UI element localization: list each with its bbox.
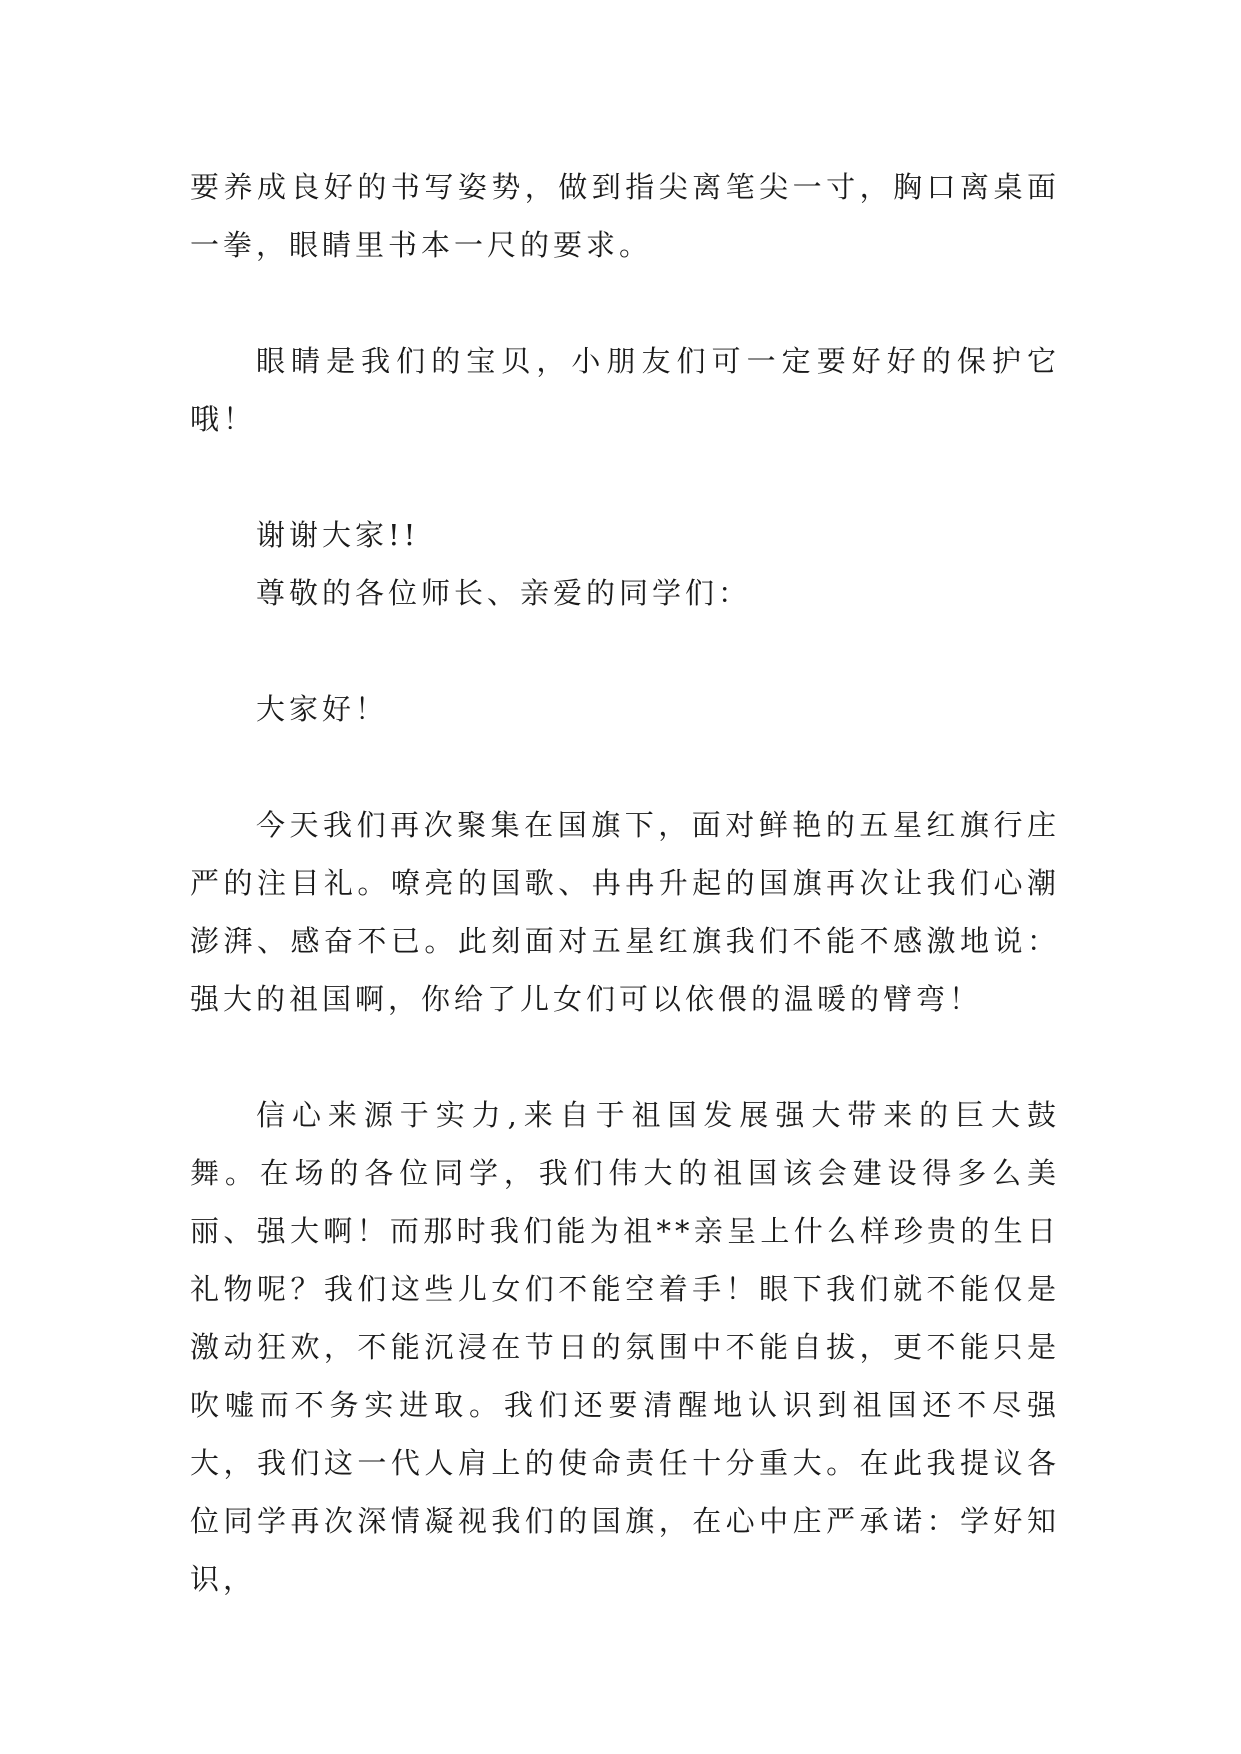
paragraph-confidence: 信心来源于实力,来自于祖国发展强大带来的巨大鼓舞。在场的各位同学，我们伟大的祖国该会建设得多么美丽、强大啊！而那时我们能为祖**亲呈上什么样珍贵的生日礼物呢？我们这些儿女们不能空着手！眼下我们就不能仅是激动狂欢，不能沉浸在节日的氛围中不能自拔，更不能只是吹嘘而不务实进取。我们还要清醒地认识到祖国还不尽强大，我们这一代人肩上的使命责任十分重大。在此我提议各位同学再次深情凝视我们的国旗，在心中庄严承诺：学好知识， [190, 1098, 1060, 1596]
paragraph-writing-posture: 要养成良好的书写姿势，做到指尖离笔尖一寸，胸口离桌面一拳，眼睛里书本一尺的要求。 [190, 170, 1060, 262]
paragraph-protect-eyes: 眼睛是我们的宝贝，小朋友们可一定要好好的保护它哦！ [190, 344, 1060, 436]
paragraph-greeting: 大家好！ [256, 692, 389, 726]
paragraph-flag-ceremony: 今天我们再次聚集在国旗下，面对鲜艳的五星红旗行庄严的注目礼。嘹亮的国歌、冉冉升起的国旗再次让我们心潮澎湃、感奋不已。此刻面对五星红旗我们不能不感激地说：强大的祖国啊，你给了儿女们可以依偎的温暖的臂弯！ [190, 808, 1060, 1016]
paragraph-thanks: 谢谢大家!! [256, 518, 420, 552]
paragraph-salutation: 尊敬的各位师长、亲爱的同学们： [256, 576, 752, 610]
